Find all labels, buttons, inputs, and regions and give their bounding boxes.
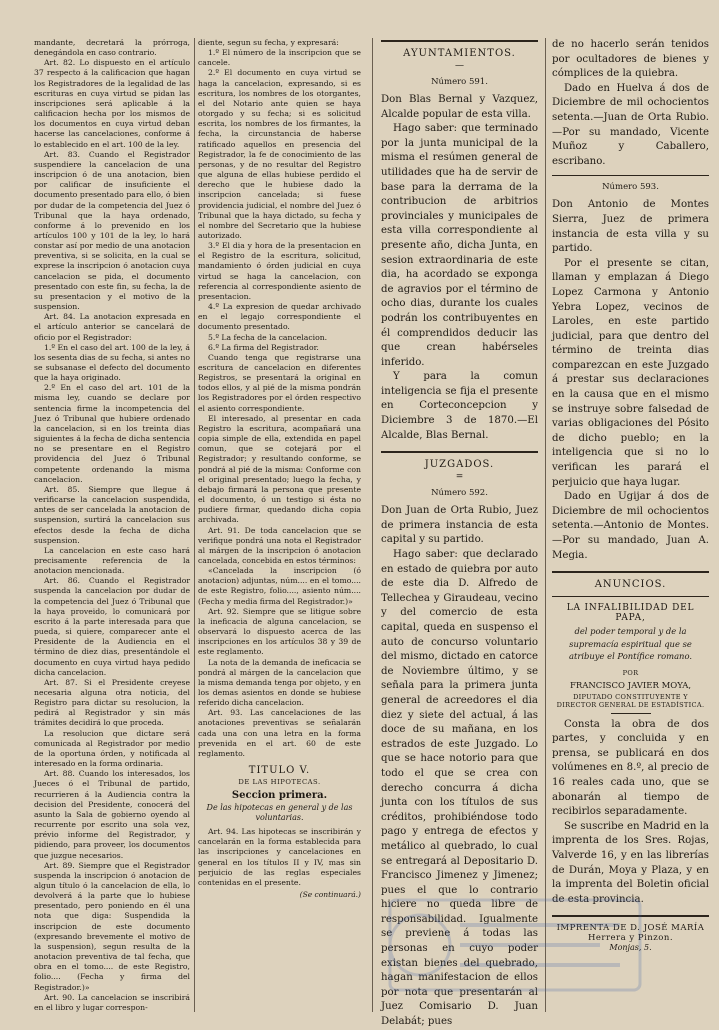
column-1: [34, 38, 190, 1013]
notice-heading: Don Juan de Orta Rubio, Juez de primera instancia de esta capital y su partido.: [381, 505, 538, 546]
dash-ornament: =: [455, 472, 464, 483]
dash-ornament: —: [455, 61, 464, 71]
imprint-address: Monjas, 5.: [609, 943, 652, 953]
paragraph: Se suscribe en Madrid en la imprenta de los Sres. Rojas, Valverde 16, y en las librerías de Durán, Moya y Plaza, y en la imprenta del Boletin oficial de esta provincia.: [552, 820, 709, 905]
library-watermark-stamp: [350, 880, 680, 1010]
notice-heading: Don Blas Bernal y Vazquez, Alcalde popular de esta villa.: [381, 94, 538, 120]
paragraph: Art. 89. Siempre que el Registrador suspenda la inscripcion ó anotacion de algun título ó la cancelacion de ella, lo devolverá á la parte que lo hubiese presentado, pero poniendo en él una nota que diga: Suspendida la inscripcion de este documento (expresando brevemente el motivo de la suspension), segun resulta de la anotacion preventiva de tal fecha, que obra en el tomo.... de este Registro, folio.... (Fecha y firma del Registrador.)»: [34, 860, 190, 992]
paragraph: Art. 92. Siempre que se litigue sobre la ineficacia de alguna cancelacion, se observará lo dispuesto acerca de las inscripciones en los artículos 38 y 39 de este reglamento.: [198, 606, 361, 657]
paragraph: 5.º La fecha de la cancelacion.: [208, 332, 328, 342]
author-title: DIPUTADO CONSTITUYENTE Y DIRECTOR GENERAL DE ESTADÍSTICA.: [556, 692, 705, 709]
section-heading-anuncios: ANUNCIOS.: [594, 579, 667, 591]
continued-note: (Se continuará.): [299, 890, 361, 900]
paragraph: Art. 82. Lo dispuesto en el artículo 37 respecto á la calificacion que hagan los Registradores de la legalidad de las escrituras en cuya virtud se pidan las inscripciones será aplicable á la calificacion hecha por los mismos de los documentos en cuya virtud deban hacerse las cancelaciones, conforme á lo establecido en el art. 100 de la ley.: [34, 58, 190, 149]
book-title: LA INFALIBILIDAD DEL PAPA,: [566, 603, 695, 624]
paragraph: La nota de la demanda de ineficacia se pondrá al márgen de la cancelacion que la misma demanda tenga por objeto, y en los demas asientos en donde se hubiese referido dicha cancelacion.: [198, 657, 361, 708]
paragraph: Hago saber: que terminado por la junta municipal de la misma el resúmen general de utilidades que ha de servir de base para la derrama de la contribucion de arbitrios provinciales y municipales de esta villa correspondiente al presente año, dicha Junta, en sesion extraordinaria de este dia, ha acordado se exponga de agravios por el término de ocho dias, durante los cuales podrán los contribuyentes en él comprendidos deducir las que crean habérseles inferido.: [381, 123, 538, 368]
section-heading-juzgados: JUZGADOS.: [424, 459, 495, 471]
column-divider: [194, 38, 195, 1012]
paragraph: Y para la comun inteligencia se fija el presente en Corteconcepcion y Diciembre 3 de 1870.—El Alcalde, Blas Bernal.: [381, 371, 538, 441]
paragraph: Art. 86. Cuando el Registrador suspenda la cancelacion por dudar de la competencia del Juez ó Tribunal que la haya proveido, lo comunicará por escrito á la parte interesada para que pueda, si quiere, comparecer ante el Presidente de la Audiencia en el término de diez dias, presentándole el documento en cuya virtud haya pedido dicha cancelacion.: [34, 576, 190, 677]
section-rule: [381, 451, 538, 453]
title-subheading: DE LAS HIPOTECAS.: [238, 778, 321, 787]
paragraph: «Cancelada la inscripcion (ó anotacion) adjuntas, núm.... en el tomo.... de este Registro, folio...., asiento núm.... (Fecha y media firma del Registrador.)»: [198, 566, 361, 606]
column-divider: [372, 38, 373, 1012]
column-2: [198, 38, 361, 1018]
short-rule: [611, 713, 651, 714]
paragraph: Dado en Ugijar á dos de Diciembre de mil ochocientos setenta.—Antonio de Montes.—Por su mandado, Juan A. Megia.: [552, 491, 709, 561]
paragraph: Art. 90. La cancelacion se inscribirá en el libro y lugar correspon-: [34, 992, 190, 1012]
section-subheading: De las hipotecas en general y de las voluntarias.: [206, 803, 353, 823]
paragraph: 2.º En el caso del art. 101 de la misma ley, cuando se declare por sentencia firme la incompetencia del Juez ó Tribunal que hubiere ordenado la cancelacion, si en los treinta dias siguientes á la fecha de dicha sentencia no se presentare en el Registro providencia del Juez ó Tribunal competente ordenando la misma cancelacion.: [34, 383, 190, 484]
section-heading: Seccion primera.: [231, 790, 328, 802]
paragraph: 4.º La expresion de quedar archivado en el legajo correspondiente el documento presentado.: [198, 302, 361, 332]
section-rule: [552, 175, 709, 176]
paragraph: Art. 88. Cuando los interesados, los Jueces ó el Tribunal de partido, recurrieren á la Audiencia contra la decision del Presidente, conocerá del asunto la Sala de gobierno oyendo al recurrente por escrito una sola vez, prévio informe del Registrador, y pidiendo, para proveer, los documentos que juzgue necesarios.: [34, 769, 190, 860]
paragraph: 3.º El dia y hora de la presentacion en el Registro de la escritura, solicitud, mandamiento ó órden judicial en cuya virtud se haga la cancelacion, con referencia al correspondiente asiento de presentacion.: [198, 241, 361, 301]
paragraph: Art. 94. Las hipotecas se inscribirán y cancelarán en la forma establecida para las inscripciones y cancelaciones en general en los títulos II y IV, mas sin perjuicio de las reglas especiales contenidas en el presente.: [198, 827, 361, 887]
notice-number: Número 591.: [431, 77, 488, 87]
section-rule: [552, 596, 709, 597]
book-subtitle: del poder temporal y de la supremacía espiritual que se atribuye el Pontífice romano.: [568, 626, 693, 662]
paragraph: Consta la obra de dos partes, y concluida y en prensa, se publicará en dos volúmenes en 8.º, al precio de 16 reales cada uno, que se abonarán al tiempo de recibirlos separadamente.: [552, 718, 709, 818]
column-3: [381, 38, 538, 1028]
paragraph: La resolucion que dictare será comunicada al Registrador por medio de la oportuna órden, y notificada al interesado en la forma ordinaria.: [34, 728, 190, 769]
section-rule: [552, 571, 709, 573]
paragraph: 6.º La firma del Registrador.: [208, 342, 319, 352]
section-heading-ayuntamientos: AYUNTAMIENTOS.: [403, 48, 516, 59]
paragraph: Art. 87. Si el Presidente creyese necesaria alguna otra noticia, del Registro para dictar su resolucion, la pedirá al Registrador y sin más trámites decidirá lo que proceda.: [34, 677, 190, 728]
paragraph: de no hacerlo serán tenidos por ocultadores de bienes y cómplices de la quiebra.: [552, 39, 709, 80]
paragraph: 2.º El documento en cuya virtud se haga la cancelacion, expresando, si es escritura, los nombres de los otorgantes, el del Notario ante quien se haya otorgado y su fecha; si es solicitud escrita, los nombres de los firmantes, la fecha, la circunstancia de haberse ratificado aquellos en presencia del Registrador, la fe de conocimiento de las personas, y de no resultar del Registro que alguna de ellas hubiese perdido el derecho que le hubiese dado la inscripcion cancelada; si fuese providencia judicial, el nombre del Juez ó Tribunal que la haya dictado, su fecha y el nombre del Secretario que la hubiese autorizado.: [198, 68, 361, 240]
paragraph: Art. 84. La anotacion expresada en el artículo anterior se cancelará de oficio por el Registrador:: [34, 312, 190, 342]
paragraph: Art. 85. Siempre que llegue á verificarse la cancelacion suspendida, antes de ser cancelada la anotacion de suspension, surtirá la cancelacion sus efectos desde la fecha de dicha suspension.: [34, 484, 190, 545]
paragraph: mandante, decretará la prórroga, denegándola en caso contrario.: [34, 38, 190, 58]
paragraph: Cuando tenga que registrarse una escritura de cancelacion en diferentes Registros, se presentará la original en todos ellos, y al pié de la misma pondrán los Registradores por el órden respectivo el asiento correspondiente.: [198, 352, 361, 413]
author-por: POR: [622, 668, 639, 677]
column-divider: [545, 38, 546, 1012]
paragraph: El interesado, al presentar en cada Registro la escritura, acompañará una copia simple de ella, extendida en papel comun, que se cotejará por el Registrador; y resultando conforme, se pondrá al pié de la misma: Conforme con el original presentado; luego la fecha, y debajo firmará la persona que presente el documento, ó un testigo si ésta no pudiere firmar, quedando dicha copia archivada.: [198, 413, 361, 525]
paragraph: Hago saber: que declarado en estado de quiebra por auto de este dia D. Alfredo de Tellechea y Giraudeau, vecino y del comercio de esta capital, queda en suspenso el auto de concurso voluntario del mismo, dictado en catorce de Noviembre último, y se señala para la primera junta general de acreedores el dia diez y siete del actual, á las doce de su mañana, en los estrados de este Juzgado. Lo que se hace notorio para que todo el que se crea con derecho concurra á dicha junta con los títulos de sus créditos, prohibiéndose todo pago y entrega de efectos y metálico al quebrado, lo cual se entregará al Depositario D. Francisco Jimenez y Jimenez; pues el que lo contrario hiciere no queda libre de responsabilidad. Igualmente se previene á todas las personas en cuyo poder existan bienes del quebrado, hagan manifestacion de ellos por nota que presentarán al Juez Comisario D. Juan Delabát; pues: [381, 549, 538, 1028]
paragraph: diente, segun su fecha, y expresará:: [198, 38, 339, 47]
paragraph: La cancelacion en este caso hará precisamente referencia de la anotacion mencionada.: [34, 545, 190, 576]
notice-number: Número 592.: [431, 488, 488, 499]
section-rule: [381, 40, 538, 42]
imprint: IMPRENTA DE D. JOSÉ MARÍA Herrera y Pinzon.: [556, 923, 705, 944]
paragraph: 1.º El número de la inscripcion que se cancele.: [198, 48, 361, 68]
notice-heading: Don Antonio de Montes Sierra, Juez de primera instancia de esta villa y su partido.: [552, 199, 709, 255]
notice-number: Número 593.: [602, 182, 659, 193]
paragraph: 1.º En el caso del art. 100 de la ley, á los sesenta dias de su fecha, si antes no se subsanase el defecto del documento que la haya originado.: [34, 342, 190, 383]
paragraph: Art. 93. Las cancelaciones de las anotaciones preventivas se señalarán cada una con una letra en la forma prevenida en el art. 60 de este reglamento.: [198, 708, 361, 758]
column-4: [552, 38, 709, 1018]
paragraph: Por el presente se citan, llaman y emplazan á Diego Lopez Carmona y Antonio Yebra Lopez, vecinos de Laroles, en este partido judicial, para que dentro del término de treinta dias comparezcan en este Juzgado á prestar sus declaraciones en la causa que en el mismo se instruye sobre falsedad de varias obligaciones del Pósito de dicho pueblo; en la inteligencia que si no lo verifican les parará el perjuicio que haya lugar.: [552, 257, 709, 488]
paragraph: Dado en Huelva á dos de Diciembre de mil ochocientos setenta.—Juan de Orta Rubio.—Por su mandado, Vicente Muñoz y Caballero, escribano.: [552, 82, 709, 167]
paragraph: Art. 91. De toda cancelacion que se verifique pondrá una nota el Registrador al márgen de la inscripcion ó anotacion cancelada, concebida en estos términos:: [198, 525, 361, 565]
paragraph: Art. 83. Cuando el Registrador suspendiere la cancelacion de una inscripcion ó de una anotacion, bien por calificar de insuficiente el documento presentado para ello, ó bien por dudar de la competencia del Juez ó Tribunal que la haya ordenado, conforme á lo prevenido en los artículos 100 y 101 de la ley, lo hará constar así por medio de una anotacion preventiva, si se solicita, en la cual se exprese la inscripcion ó anotacion cuya cancelacion se pida, el documento presentado con este fin, su fecha, la de su presentacion y el motivo de la suspension.: [34, 149, 190, 312]
title-heading: TITULO V.: [248, 765, 311, 777]
author-name: FRANCISCO JAVIER MOYA,: [569, 680, 692, 691]
